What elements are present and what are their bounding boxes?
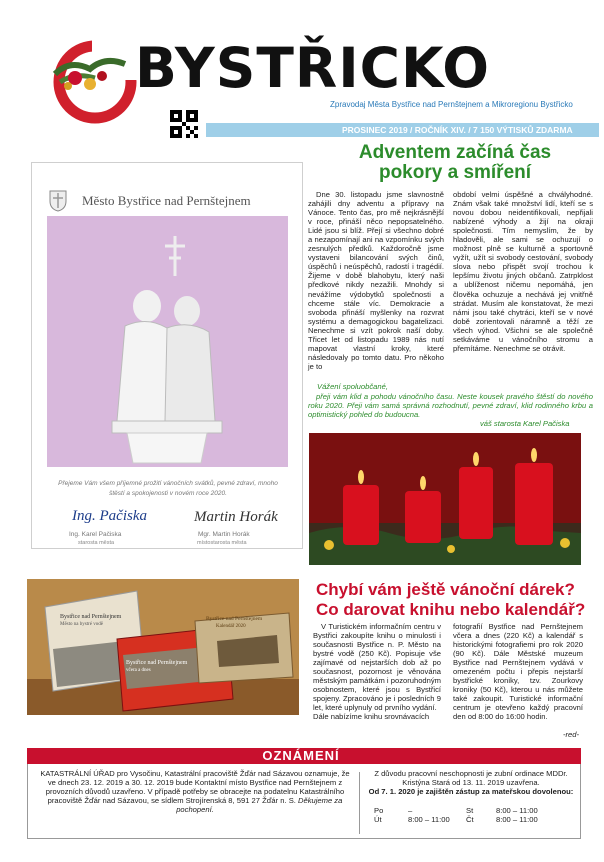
hours-time: 8:00 – 11:00	[496, 806, 538, 815]
book3-subtitle: Kalendář 2020	[216, 624, 246, 629]
article1-headline-line2: pokory a smíření	[378, 162, 532, 183]
article2-signoff: -red-	[563, 730, 580, 739]
article2-headline-line1: Chybí vám ještě vánoční dárek?	[316, 580, 575, 599]
signer-1-role: starosta města	[78, 540, 115, 546]
masthead-title: BYSTŘICKO	[135, 36, 490, 100]
books-calendar-photo	[27, 579, 299, 715]
hours-time: 8:00 – 11:00	[496, 815, 538, 825]
issue-info-bar: PROSINEC 2019 / ROČNÍK XIV. / 7 150 VÝTISKŮ ZDARMA	[206, 123, 599, 137]
hours-day: St	[466, 806, 474, 815]
article1-headline-line1: Adventem začíná čas	[358, 142, 552, 163]
book2-title: Bystřice nad Pernštejnem	[126, 660, 188, 666]
town-crest-icon	[49, 190, 67, 212]
office-hours-table	[374, 806, 564, 824]
cadastral-office-notice	[36, 769, 354, 814]
qr-code-icon	[170, 110, 198, 138]
signer-2-role: místostarosta města	[197, 540, 247, 546]
hours-time: –	[408, 806, 413, 815]
dental-office-notice	[364, 769, 578, 796]
article1-headline	[320, 143, 590, 183]
dental-replacement-text: Od 7. 1. 2020 je zajištěn zástup za mateřskou dovolenou:	[368, 787, 574, 797]
book2-subtitle: včera a dnes	[126, 668, 151, 673]
hours-day: Po	[374, 806, 384, 815]
hours-time: 8:00 – 11:00	[408, 815, 450, 825]
cadastral-notice-thanks: Děkujeme za pochopení.	[176, 796, 343, 815]
announcements-title: OZNÁMENÍ	[262, 748, 340, 763]
article2-headline-line2: Co darovat knihu nebo kalendář?	[316, 600, 586, 619]
signature-2: Martin Horák	[194, 509, 278, 525]
article1-signature: váš starosta Karel Pačiska	[480, 419, 570, 428]
article1-column2: období velmi úspěšné a chvályhodné. Znám však také množství lidí, kteří se s novou dobou neidentifikovali, nepřijali nabízené výhody a žijí na okraji společnosti. Tím nemyslím, že by hladověli, ale sami se ochuzují o možnost plně se kulturně a sportovně vyžít, užít si svobody cestování, svobody slova nebo přispět svojí trochou k lepšímu životu jiných občanů. Zatrpklost a ublíženost ničemu nepomáhá, jen člověka ochuzuje a nechává jej vnitřně strádat. Musím ale konstatovat, že mezi námi jsou také chytráci, kteří se v nové době zorientovali náramně a těží ze všech výhod. Všichni se ale společně setkáváme u vánočního stromu a přemítáme. Nenechme se otrávit.	[453, 190, 593, 353]
dental-notice-text: Z důvodu pracovní neschopnosti je zubní ordinace MDDr. Kristýna Stará od 13. 11. 2019 uzavřena.	[374, 769, 568, 788]
article1-closing: přeji vám klid a pohodu vánočního času. Neste kousek pravého štěstí do nového roku 2020. Přeji vám samá správná rozhodnutí, pevné zdraví, klid rodinného krbu a optimistický pohled do budoucna.	[308, 392, 593, 419]
signature-1: Ing. Pačiska	[72, 508, 147, 524]
signer-1-name: Ing. Karel Pačiska	[69, 531, 122, 538]
hours-day: Čt	[466, 815, 474, 825]
signer-2-name: Mgr. Martin Horák	[198, 531, 250, 538]
book1-title: Bystřice nad Pernštejnem	[60, 614, 122, 620]
article1-column1: Dne 30. listopadu jsme slavnostně zahájili dny adventu a přípravy na Vánoce. Tento čas, pro mě nejkrásnější v roce, přináší něco nepopsatelného. Lidé jsou si blíž. Přejí si všechno dobré a nezapomínají ani na vzpomínku svých zesnulých předků. Každoročně jsme vystaveni bilancování svých činů, úspěchů i neúspěchů, radostí i tragédií. Žijeme v době blahobytu, který naši předkové nikdy nezažili. Mnohdy si nevážíme výdobytků společnosti a chceme stále víc. Demokracie a svoboda přináší myšlenky na rozvrat systému a demagogickou bagatelizaci. Nenechme si vzít pokrok naší doby. Třicet let od listopadu 1989 nás nutí mapovat vlastní kroky, které následovaly po tomto datu. Pro někoho je to	[308, 190, 444, 371]
book3-title: Bystřice nad Pernštejnem	[206, 616, 263, 622]
article2-column2: fotografií Bystřice nad Pernštejnem včera a dnes (220 Kč) a kalendář s historickými fotografiemi pro rok 2020 (90 Kč). Dále Městské muzeum Bystřice nad Pernštejnem vydává v omezeném počtu i přepis nejstarší bystřické kroniky, tzv. Zourkovy kroniky (50 Kč), kterou u nás můžete také zakoupit. Turistické informační centrum je otevřeno každý pracovní den od 8:00 do 16:00 hodin.	[453, 622, 583, 722]
masthead-subtitle: Zpravodaj Města Bystřice nad Pernštejnem a Mikroregionu Bystřicko	[330, 100, 573, 109]
advent-candles-photo	[309, 433, 581, 565]
article1-greeting: Vážení spoluobčané,	[317, 382, 388, 391]
cadastral-notice-text: KATASTRÁLNÍ ÚŘAD pro Vysočinu, Katastrální pracoviště Žďár nad Sázavou oznamuje, že ve dnech 23. 12. 2019 a 30. 12. 2019 bude Kontaktní místo Bystřice nad Pernštejnem z provozních důvodů uzavřeno. V případě potřeby se obracejte na podatelnu Katastrálního pracoviště Žďár nad Sázavou, se sídlem Strojírenská 8, 591 27 Žďár n. S.	[40, 769, 350, 806]
christmas-logo-icon	[40, 34, 140, 126]
hours-day: Út	[374, 815, 382, 825]
hours-row	[374, 815, 564, 824]
card-town-name: Město Bystřice nad Pernštejnem	[82, 193, 251, 208]
announcements-divider	[359, 772, 360, 834]
card-wish-text: Přejeme Vám všem příjemné prožití vánočních svátků, pevné zdraví, mnoho štěstí a spokojenosti v novém roce 2020.	[58, 480, 278, 497]
book1-subtitle: Město na bystré vodě	[60, 622, 103, 627]
hours-row	[374, 806, 564, 815]
saints-statue-illustration	[47, 216, 288, 467]
article2-column1: V Turistickém informačním centru v Bystřici zakoupíte knihu o minulosti i současnosti Bystřice n. P. Město na bystré vodě (250 Kč). Popisuje vše zajímavé od nejstarších dob až po současnost, pozornost je věnována městským památkám i pozoruhodným osobnostem, které jsou s Bystřicí spojeny. Zpracováno je i posledních 9 let, které uplynuly od prvního vydání. Dále nabízíme knihu srovnávacích	[313, 622, 441, 722]
